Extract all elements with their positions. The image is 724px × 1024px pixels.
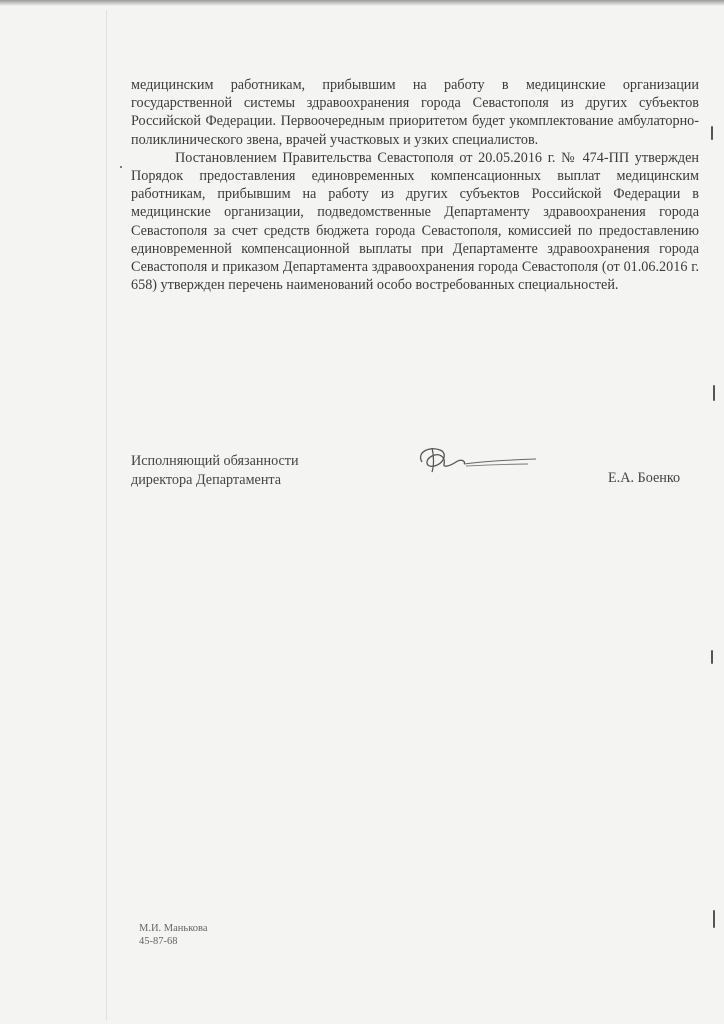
scan-speck: [713, 910, 715, 928]
scan-speck: [713, 385, 715, 401]
scan-speck: [711, 650, 713, 664]
page-fold-line: [106, 10, 107, 1020]
executor-phone: 45-87-68: [139, 936, 178, 947]
body-paragraph-1: медицинским работникам, прибывшим на работу в медицинские организации государственной системы здравоохранения города Севастополя из других субъектов Российской Федерации. Первоочередным приоритетом будет укомплектование амбулаторно-поликлинического звена, врачей участковых и узких специалистов.: [131, 77, 699, 148]
scan-speck: [711, 126, 713, 140]
executor-name: М.И. Манькова: [139, 923, 208, 934]
signature-position: [131, 452, 299, 489]
position-line-2: директора Департамента: [131, 471, 282, 488]
body-paragraph-2: Постановлением Правительства Севастополя от 20.05.2016 г. № 474-ПП утвержден Порядок предоставления единовременных компенсационных выплат медицинским работникам, прибывшим на работу из других субъектов Российской Федерации в медицинские организации, подведомственные Департаменту здравоохранения города Севастополя за счет средств бюджета города Севастополя, комиссией по предоставлению единовременной компенсационной выплаты при Департаменте здравоохранения города Севастополя и приказом Департамента здравоохранения города Севастополя (от 01.06.2016 г. 658) утвержден перечень наименований особо востребованных специальностей.: [131, 149, 699, 294]
handwritten-signature: [410, 440, 540, 480]
signer-name: Е.А. Боенко: [608, 470, 681, 486]
scan-speck: [120, 166, 122, 168]
page-top-edge: [0, 0, 724, 6]
position-line-1: Исполняющий обязанности: [131, 453, 299, 469]
document-body: [131, 76, 699, 294]
executor-info: [139, 922, 208, 948]
